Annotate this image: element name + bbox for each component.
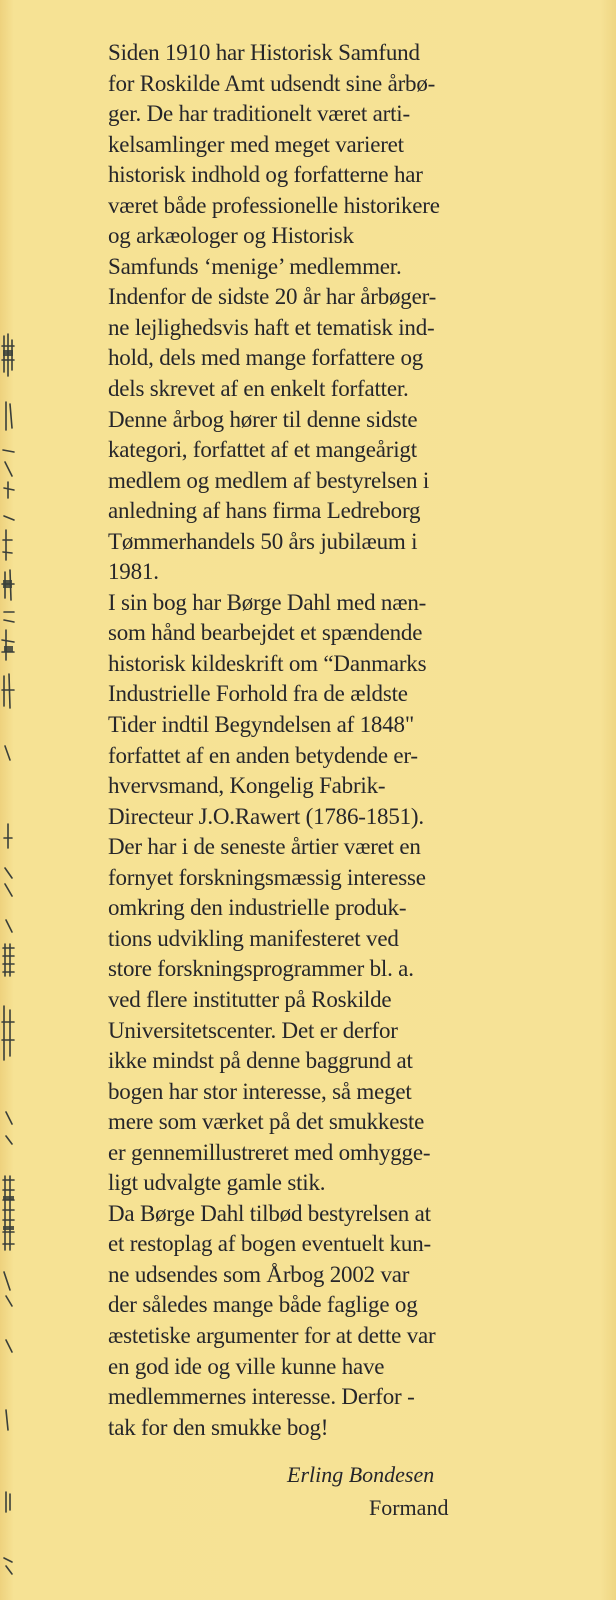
text-line: historisk indhold og forfatterne har	[108, 162, 423, 188]
text-line: ne udsendes som Årbog 2002 var	[108, 1261, 410, 1287]
text-line: æstetiske argumenter for at dette var	[108, 1322, 436, 1348]
text-line: hold, dels med mange forfattere og	[108, 345, 424, 371]
text-line: mere som værket på det smukkeste	[108, 1109, 425, 1135]
text-line: ikke mindst på denne baggrund at	[108, 1048, 413, 1074]
text-line: ne lejlighedsvis haft et tematisk ind-	[108, 314, 435, 340]
text-line: kelsamlinger med meget varieret	[108, 131, 404, 157]
text-line: I sin bog har Børge Dahl med næn-	[108, 589, 427, 615]
text-line: Industrielle Forhold fra de ældste	[108, 681, 408, 707]
text-line: et restoplag af bogen eventuelt kun-	[108, 1231, 431, 1257]
text-line: Der har i de seneste årtier været en	[108, 834, 421, 860]
text-line: Tømmerhandels 50 års jubilæum i	[108, 528, 418, 554]
text-line: Samfunds ‘menige’ medlemmer.	[108, 253, 402, 279]
text-line: Siden 1910 har Historisk Samfund	[108, 40, 420, 65]
text-line: ved flere institutter på Roskilde	[108, 986, 392, 1012]
text-line: fornyet forskningsmæssig interesse	[108, 864, 426, 890]
text-line: Denne årbog hører til denne sidste	[108, 406, 418, 432]
text-line: medlemmernes interesse. Derfor -	[108, 1384, 415, 1410]
text-line: og arkæologer og Historisk	[108, 223, 354, 249]
text-line: er gennemillustreret med omhygge-	[108, 1139, 431, 1165]
text-line: tak for den smukke bog!	[108, 1414, 329, 1440]
signature-name: Erling Bondesen	[287, 1462, 435, 1487]
text-line: som hånd bearbejdet et spændende	[108, 620, 423, 646]
text-line: 1981.	[108, 559, 159, 585]
spine-engraving-icon	[0, 0, 26, 1600]
text-line: ger. De har traditionelt været arti-	[108, 101, 410, 127]
text-line: anledning af hans firma Ledreborg	[108, 498, 421, 524]
body-text	[108, 38, 608, 1443]
text-line: forfattet af en anden betydende er-	[108, 742, 418, 768]
text-line: været både professionelle historikere	[108, 192, 440, 218]
signature-title: Formand	[369, 1495, 449, 1520]
text-line: store forskningsprogrammer bl. a.	[108, 956, 414, 982]
text-line: hvervsmand, Kongelig Fabrik-	[108, 773, 386, 799]
text-line: Tider indtil Begyndelsen af 1848"	[108, 712, 415, 738]
text-line: dels skrevet af en enkelt forfatter.	[108, 376, 409, 402]
text-line: historisk kildeskrift om “Danmarks	[108, 650, 427, 676]
text-line: bogen har stor interesse, så meget	[108, 1078, 412, 1104]
text-line: tions udvikling manifesteret ved	[108, 925, 399, 951]
spine-engraving-strip	[0, 0, 26, 1600]
text-line: Directeur J.O.Rawert (1786-1851).	[108, 803, 424, 829]
text-line: Universitetscenter. Det er derfor	[108, 1017, 398, 1043]
text-line: en god ide og ville kunne have	[108, 1353, 385, 1379]
text-line: omkring den industrielle produk-	[108, 895, 407, 921]
text-line: kategori, forfattet af et mangeårigt	[108, 437, 417, 463]
text-line: Indenfor de sidste 20 år har årbøger-	[108, 284, 437, 310]
text-line: der således mange både faglige og	[108, 1292, 418, 1318]
text-line: ligt udvalgte gamle stik.	[108, 1170, 326, 1196]
text-line: for Roskilde Amt udsendt sine årbø-	[108, 70, 436, 96]
text-line: medlem og medlem af bestyrelsen i	[108, 467, 430, 493]
text-line: Da Børge Dahl tilbød bestyrelsen at	[108, 1200, 431, 1226]
